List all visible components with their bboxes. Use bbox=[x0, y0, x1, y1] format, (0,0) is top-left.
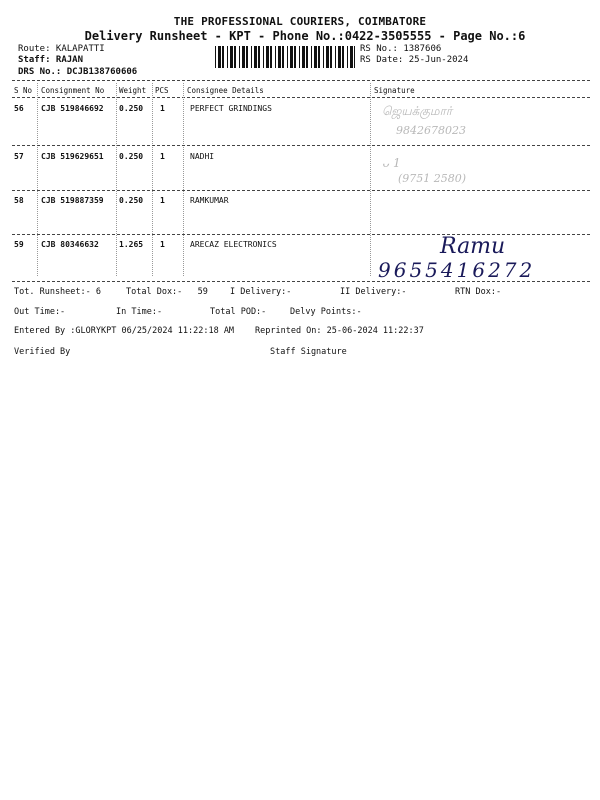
reprinted-on: Reprinted On: 25-06-2024 11:22:37 bbox=[255, 326, 424, 336]
out-time: Out Time:- bbox=[14, 307, 66, 317]
row-weight: 0.250 bbox=[119, 152, 144, 161]
row-sno: 57 bbox=[14, 152, 24, 161]
signature-phone: 9655416272 bbox=[378, 258, 536, 282]
col-pcs: PCS bbox=[155, 86, 169, 95]
col-signature: Signature bbox=[374, 86, 415, 95]
row-pcs: 1 bbox=[160, 196, 165, 205]
row-pcs: 1 bbox=[160, 104, 165, 113]
rs-date: RS Date: 25-Jun-2024 bbox=[360, 55, 469, 65]
divider bbox=[12, 190, 590, 191]
route-label: Route: KALAPATTI bbox=[18, 44, 105, 54]
signature-name: ஜெயக்குமார் bbox=[382, 104, 453, 118]
row-consignment: CJB 519846692 bbox=[41, 104, 104, 113]
divider bbox=[12, 80, 590, 81]
col-consignment: Consignment No bbox=[41, 86, 105, 95]
in-time: In Time:- bbox=[116, 307, 163, 317]
row-consignee: RAMKUMAR bbox=[190, 196, 229, 205]
row-sno: 56 bbox=[14, 104, 24, 113]
runsheet-subtitle: Delivery Runsheet - KPT - Phone No.:0422-3505555 - Page No.:6 bbox=[84, 29, 526, 43]
total-pod: Total POD:- bbox=[210, 307, 267, 317]
rs-number: RS No.: 1387606 bbox=[360, 44, 442, 54]
barcode bbox=[215, 46, 355, 68]
row-consignment: CJB 80346632 bbox=[41, 240, 99, 249]
delvy-points: Delvy Points:- bbox=[290, 307, 362, 317]
row-pcs: 1 bbox=[160, 152, 165, 161]
staff-signature: Staff Signature bbox=[270, 347, 347, 357]
staff-label: Staff: RAJAN bbox=[18, 55, 84, 65]
row-consignment: CJB 519887359 bbox=[41, 196, 104, 205]
row-consignee: ARECAZ ELECTRONICS bbox=[190, 240, 277, 249]
ii-delivery: II Delivery:- bbox=[340, 287, 407, 297]
company-title: THE PROFESSIONAL COURIERS, COIMBATORE bbox=[173, 15, 427, 28]
signature-phone: 9842678023 bbox=[396, 124, 466, 137]
verified-by: Verified By bbox=[14, 347, 71, 357]
row-consignee: NADHI bbox=[190, 152, 215, 161]
col-weight: Weight bbox=[119, 86, 147, 95]
row-consignee: PERFECT GRINDINGS bbox=[190, 104, 272, 113]
signature-name: Ramu bbox=[440, 234, 506, 259]
entered-by: Entered By :GLORYKPT 06/25/2024 11:22:18 AM bbox=[14, 326, 235, 336]
row-consignment: CJB 519629651 bbox=[41, 152, 104, 161]
signature-phone: (9751 2580) bbox=[398, 172, 467, 185]
rtn-dox: RTN Dox:- bbox=[455, 287, 502, 297]
col-sno: S No bbox=[14, 86, 33, 95]
tot-runsheet: Tot. Runsheet:- 6 bbox=[14, 287, 101, 297]
divider bbox=[12, 281, 590, 282]
row-sno: 59 bbox=[14, 240, 24, 249]
row-pcs: 1 bbox=[160, 240, 165, 249]
signature-name: ᴗ 1 bbox=[382, 156, 401, 170]
row-weight: 0.250 bbox=[119, 196, 144, 205]
col-consignee: Consignee Details bbox=[187, 86, 264, 95]
total-dox: Total Dox:- 59 bbox=[126, 287, 208, 297]
row-weight: 1.265 bbox=[119, 240, 144, 249]
divider bbox=[12, 97, 590, 98]
i-delivery: I Delivery:- bbox=[230, 287, 292, 297]
divider bbox=[12, 145, 590, 146]
row-weight: 0.250 bbox=[119, 104, 144, 113]
drs-number: DRS No.: DCJB138760606 bbox=[18, 67, 138, 77]
row-sno: 58 bbox=[14, 196, 24, 205]
